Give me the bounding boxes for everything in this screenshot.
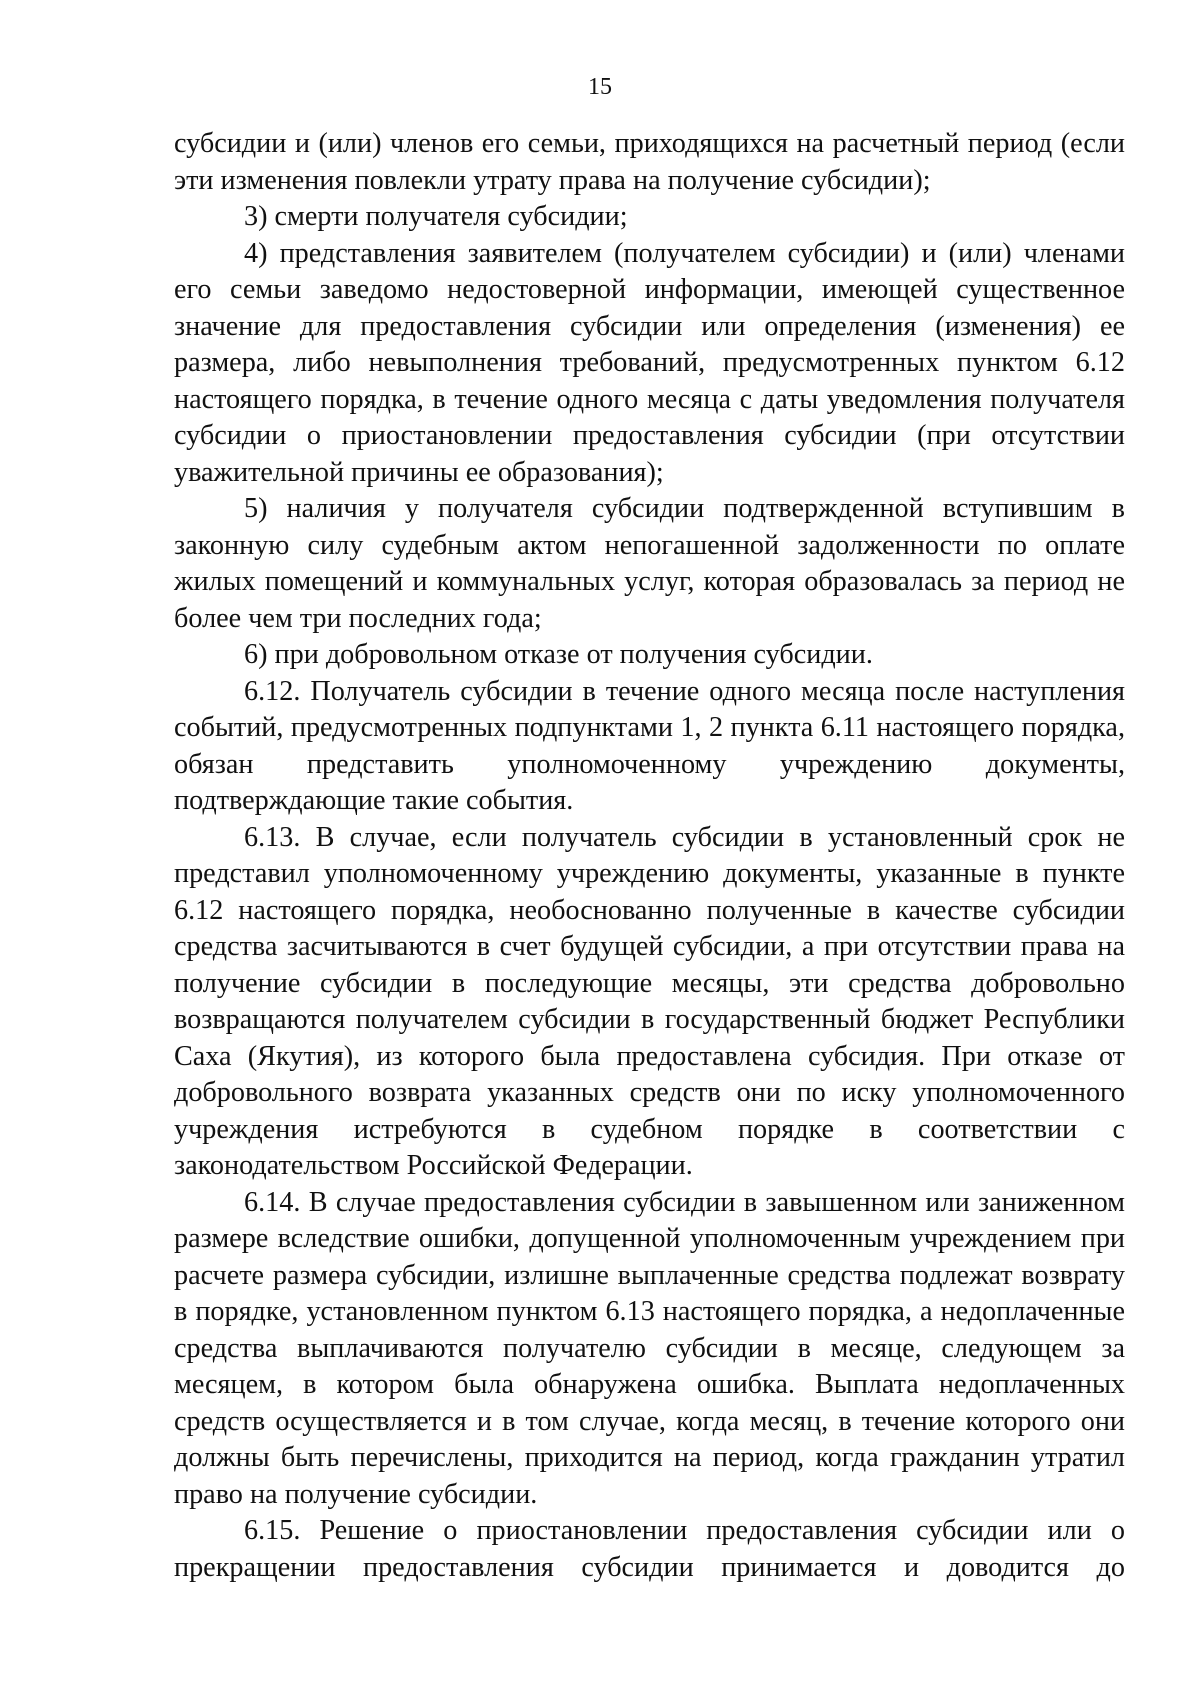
paragraph-item-4: 4) представления заявителем (получателем субсидии) и (или) членами его семьи заведомо недостоверной информации, имеющей существенное значение для предоставления субсидии или определения (изменения) ее размера, либо невыполнения требований, предусмотренных пунктом 6.12 настоящего порядка, в течение одного месяца с даты уведомления получателя субсидии о приостановлении предоставления субсидии (при отсутствии уважительной причины ее образования); [174,237,1125,488]
paragraph-6-13: 6.13. В случае, если получатель субсидии в установленный срок не представил уполномоченному учреждению документы, указанные в пункте 6.12 настоящего порядка, необоснованно полученные в качестве субсидии средства засчитываются в счет будущей субсидии, а при отсутствии права на получение субсидии в последующие месяцы, эти средства добровольно возвращаются получателем субсидии в государственный бюджет Республики Саха (Якутия), из которого была предоставлена субсидия. При отказе от добровольного возврата указанных средств они по иску уполномоченного учреждения истребуются в судебном порядке в соответствии с законодательством Российской Федерации. [174,821,1125,1181]
paragraph-6-15: 6.15. Решение о приостановлении предоставления субсидии или о прекращении предоставления субсидии принимается и доводится до [174,1515,1125,1583]
paragraph-item-5: 5) наличия у получателя субсидии подтвержденной вступившим в законную силу судебным актом непогашенной задолженности по оплате жилых помещений и коммунальных услуг, которая образовалась за период не более чем три последних года; [174,493,1125,634]
paragraph-6-12: 6.12. Получатель субсидии в течение одного месяца после наступления событий, предусмотренных подпунктами 1, 2 пункта 6.11 настоящего порядка, обязан представить уполномоченному учреждению документы, подтверждающие такие события. [174,675,1125,816]
page-number: 15 [588,74,612,100]
paragraph-continuation: субсидии и (или) членов его семьи, приходящихся на расчетный период (если эти изменения повлекли утрату права на получение субсидии); [174,128,1125,196]
paragraph-item-3: 3) смерти получателя субсидии; [244,201,628,232]
paragraph-6-14: 6.14. В случае предоставления субсидии в завышенном или заниженном размере вследствие ошибки, допущенной уполномоченным учреждением при расчете размера субсидии, излишне выплаченные средства подлежат возврату в порядке, установленном пунктом 6.13 настоящего порядка, а недоплаченные средства выплачиваются получателю субсидии в месяце, следующем за месяцем, в котором была обнаружена ошибка. Выплата недоплаченных средств осуществляется и в том случае, когда месяц, в течение которого они должны быть перечислены, приходится на период, когда гражданин утратил право на получение субсидии. [174,1186,1125,1510]
paragraph-item-6: 6) при добровольном отказе от получения субсидии. [244,639,873,670]
document-body [174,126,1125,1586]
